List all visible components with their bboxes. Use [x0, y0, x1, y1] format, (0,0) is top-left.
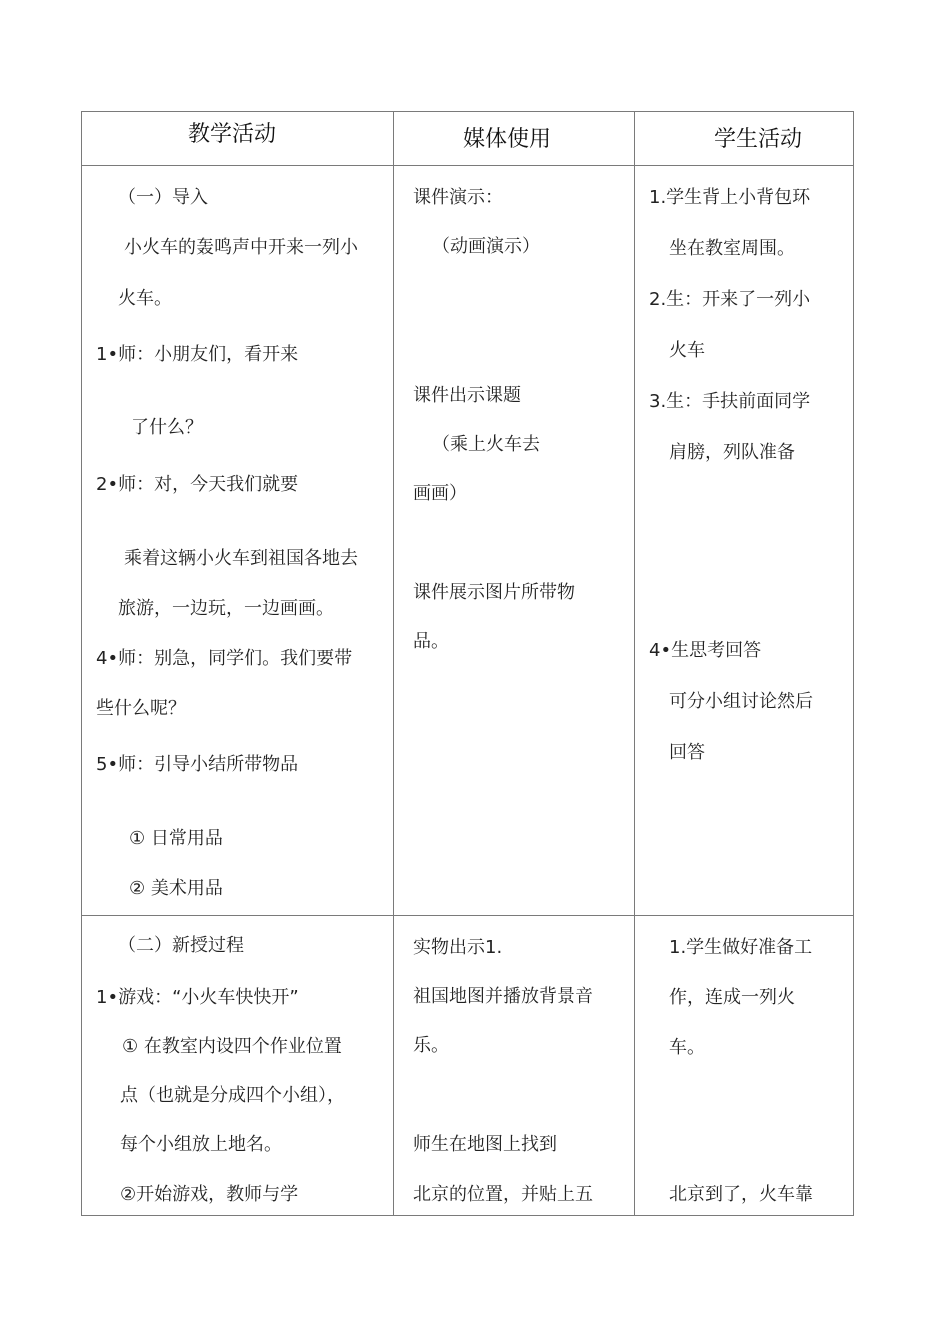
media-line: （动画演示）: [432, 236, 540, 257]
teaching-line: （二）新授过程: [118, 935, 244, 956]
media-line: 品。: [413, 631, 449, 652]
teaching-line: ① 在教室内设四个作业位置: [122, 1036, 342, 1057]
media-line: 北京的位置，并贴上五: [413, 1184, 593, 1205]
teaching-line: 2•师：对，今天我们就要: [96, 474, 299, 495]
student-line: 1.学生做好准备工: [669, 937, 813, 958]
header-student-activity: 学生活动: [714, 127, 803, 152]
media-line: （乘上火车去: [432, 434, 540, 455]
student-line: 作，连成一列火: [669, 987, 795, 1008]
media-line: 乐。: [413, 1035, 449, 1056]
teaching-line: 1•师：小朋友们，看开来: [96, 344, 299, 365]
media-line: 祖国地图并播放背景音: [413, 986, 593, 1007]
row-divider: [82, 915, 853, 916]
teaching-line: 1•游戏：“小火车快快开”: [96, 987, 299, 1008]
teaching-line: 乘着这辆小火车到祖国各地去: [124, 548, 358, 569]
student-line: 火车: [669, 340, 705, 361]
header-teaching-activity: 教学活动: [188, 122, 277, 147]
header-divider: [82, 165, 853, 166]
student-line: 可分小组讨论然后: [669, 691, 813, 712]
teaching-line: ② 美术用品: [129, 878, 223, 899]
student-line: 1.学生背上小背包环: [649, 187, 811, 208]
student-line: 肩膀，列队准备: [669, 442, 795, 463]
teaching-line: 了什么？: [131, 417, 203, 438]
media-line: 课件展示图片所带物: [413, 582, 575, 603]
media-line: 画画）: [413, 483, 467, 504]
student-line: 4•生思考回答: [649, 640, 762, 661]
teaching-line: ① 日常用品: [129, 828, 223, 849]
teaching-line: ②开始游戏，教师与学: [120, 1184, 299, 1205]
teaching-line: （一）导入: [118, 187, 208, 208]
media-line: 课件出示课题: [413, 385, 521, 406]
student-line: 车。: [669, 1037, 705, 1058]
teaching-line: 火车。: [118, 288, 172, 309]
student-line: 3.生：手扶前面同学: [649, 391, 811, 412]
column-divider: [634, 112, 635, 1215]
teaching-line: 旅游，一边玩，一边画画。: [118, 598, 334, 619]
teaching-line: 5•师：引导小结所带物品: [96, 754, 299, 775]
student-line: 回答: [669, 742, 705, 763]
teaching-line: 4•师：别急，同学们。我们要带: [96, 648, 353, 669]
teaching-line: 些什么呢？: [96, 698, 186, 719]
lesson-plan-table: [81, 111, 854, 1216]
teaching-line: 点（也就是分成四个小组），: [120, 1085, 345, 1106]
student-line: 坐在教室周围。: [669, 238, 795, 259]
teaching-line: 每个小组放上地名。: [120, 1134, 282, 1155]
student-line: 北京到了，火车靠: [669, 1184, 813, 1205]
media-line: 师生在地图上找到: [413, 1134, 557, 1155]
media-line: 实物出示1.: [413, 937, 503, 958]
student-line: 2.生：开来了一列小: [649, 289, 811, 310]
teaching-line: 小火车的轰鸣声中开来一列小: [124, 237, 358, 258]
column-divider: [393, 112, 394, 1215]
media-line: 课件演示：: [413, 187, 503, 208]
header-media-use: 媒体使用: [463, 127, 552, 152]
